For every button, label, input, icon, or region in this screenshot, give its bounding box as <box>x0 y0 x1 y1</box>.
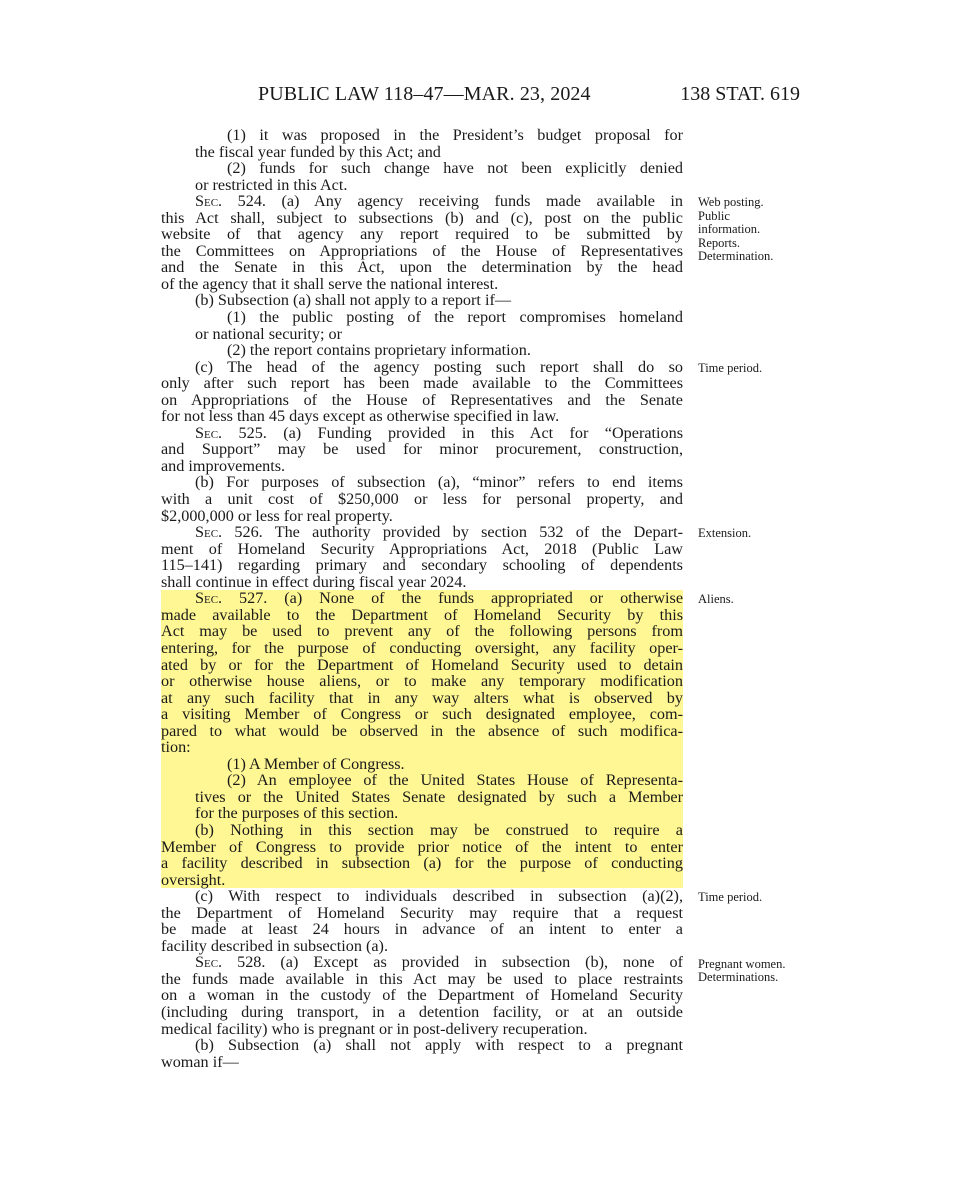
text-line <box>161 872 683 889</box>
line-text: ment of Homeland Security Appropriations Act, 2018 (Public Law <box>161 539 683 558</box>
text-line <box>161 987 683 1004</box>
line-text: woman if— <box>161 1052 239 1071</box>
text-line <box>161 491 683 508</box>
section-label: Sec. <box>195 192 223 211</box>
line-text: (2) the report contains proprietary information. <box>227 341 531 360</box>
line-text: (2) funds for such change have not been explicitly denied <box>227 159 683 178</box>
text-line <box>161 392 683 409</box>
margin-note <box>698 958 785 985</box>
text-line <box>161 326 683 343</box>
line-text: the funds made available in this Act may be used to place restraints <box>161 969 683 988</box>
section-label: Sec. <box>195 953 223 972</box>
line-text: the Department of Homeland Security may require that a request <box>161 903 683 922</box>
text-line <box>161 1037 683 1054</box>
line-text: with a unit cost of $250,000 or less for personal property, and <box>161 490 683 509</box>
text-line <box>161 640 683 657</box>
text-line <box>161 127 683 144</box>
line-text: 525. (a) Funding provided in this Act for “Operations <box>238 423 684 442</box>
text-line <box>161 342 683 359</box>
text-line <box>161 839 683 856</box>
line-text: on Appropriations of the House of Representatives and the Senate <box>161 390 683 409</box>
section-heading-line <box>161 425 683 442</box>
line-text: facility described in subsection (a). <box>161 936 388 955</box>
margin-note <box>698 891 762 905</box>
line-text: and the Senate in this Act, upon the determination by the head <box>161 258 683 277</box>
page-title: PUBLIC LAW 118–47—MAR. 23, 2024 <box>258 83 591 105</box>
text-line <box>161 772 683 789</box>
line-text: shall continue in effect during fiscal year 2024. <box>161 572 467 591</box>
text-line <box>161 888 683 905</box>
line-text: pared to what would be observed in the absence of such modifica- <box>161 721 683 740</box>
line-text: (b) For purposes of subsection (a), “minor” refers to end items <box>195 473 683 492</box>
margin-note-line: Determination. <box>698 249 774 264</box>
text-line <box>161 706 683 723</box>
text-line <box>161 177 683 194</box>
text-line <box>161 723 683 740</box>
line-text: $2,000,000 or less for real property. <box>161 506 393 525</box>
text-line <box>161 292 683 309</box>
text-line <box>161 226 683 243</box>
line-text: 528. (a) Except as provided in subsection (b), none of <box>237 953 683 972</box>
text-line <box>161 259 683 276</box>
margin-note-line: Public <box>698 208 730 223</box>
line-text: (b) Nothing in this section may be construed to require a <box>195 820 683 839</box>
text-line <box>161 160 683 177</box>
text-line <box>161 623 683 640</box>
line-text: for not less than 45 days except as otherwise specified in law. <box>161 407 560 426</box>
line-text: oversight. <box>161 870 226 889</box>
text-line <box>161 408 683 425</box>
text-line <box>161 243 683 260</box>
text-line <box>161 805 683 822</box>
section-heading-line <box>161 954 683 971</box>
section-heading-line <box>161 590 683 607</box>
text-line <box>161 441 683 458</box>
text-line <box>161 1004 683 1021</box>
text-line <box>161 607 683 624</box>
line-text: only after such report has been made available to the Committees <box>161 374 683 393</box>
text-line <box>161 1021 683 1038</box>
line-text: (2) An employee of the United States House of Representa- <box>227 771 683 790</box>
text-line <box>161 541 683 558</box>
line-text: 526. The authority provided by section 532 of the Depart- <box>234 523 684 542</box>
line-text: made available to the Department of Homeland Security by this <box>161 605 683 624</box>
line-text: (1) A Member of Congress. <box>227 754 405 773</box>
line-text: tion: <box>161 738 191 757</box>
line-text: or national security; or <box>195 324 342 343</box>
line-text: (c) With respect to individuals described in subsection (a)(2), <box>195 887 683 906</box>
line-text: Member of Congress to provide prior notice of the intent to enter <box>161 837 683 856</box>
line-text: and Support” may be used for minor procurement, construction, <box>161 440 683 459</box>
line-text: a facility described in subsection (a) for the purpose of conducting <box>161 854 683 873</box>
line-text: at any such facility that in any way alters what is observed by <box>161 688 683 707</box>
line-text: a visiting Member of Congress or such designated employee, com- <box>161 705 683 724</box>
margin-note <box>698 527 751 541</box>
text-line <box>161 309 683 326</box>
text-line <box>161 855 683 872</box>
text-line <box>161 276 683 293</box>
text-line <box>161 938 683 955</box>
text-line <box>161 756 683 773</box>
line-text: of the agency that it shall serve the national interest. <box>161 274 499 293</box>
text-line <box>161 739 683 756</box>
line-text: (b) Subsection (a) shall not apply with respect to a pregnant <box>195 1036 683 1055</box>
line-text: on a woman in the custody of the Department of Homeland Security <box>161 986 683 1005</box>
text-line <box>161 789 683 806</box>
line-text: or otherwise house aliens, or to make any temporary modification <box>161 672 683 691</box>
margin-note-line: Time period. <box>698 360 763 375</box>
line-text: the Committees on Appropriations of the House of Representatives <box>161 241 683 260</box>
line-text: (b) Subsection (a) shall not apply to a report if— <box>195 291 512 310</box>
text-line <box>161 458 683 475</box>
text-line <box>161 673 683 690</box>
text-line <box>161 822 683 839</box>
text-line <box>161 474 683 491</box>
section-heading-line <box>161 524 683 541</box>
line-text: (c) The head of the agency posting such report shall do so <box>195 357 683 376</box>
margin-note-line: Web posting. <box>698 195 764 210</box>
margin-note-line: Time period. <box>698 890 763 905</box>
text-line <box>161 359 683 376</box>
line-text: (1) it was proposed in the President’s budget proposal for <box>227 126 683 144</box>
line-text: medical facility) who is pregnant or in post-delivery recuperation. <box>161 1019 588 1038</box>
text-line <box>161 971 683 988</box>
line-text: be made at least 24 hours in advance of an intent to enter a <box>161 920 683 939</box>
text-line <box>161 144 683 161</box>
line-text: for the purposes of this section. <box>195 804 399 823</box>
text-line <box>161 1054 683 1071</box>
text-line <box>161 574 683 591</box>
line-text: website of that agency any report required to be submitted by <box>161 225 683 244</box>
text-line <box>161 657 683 674</box>
margin-note-line: information. <box>698 222 761 237</box>
stat-page-number: 138 STAT. 619 <box>680 83 800 105</box>
statute-body <box>161 127 683 1070</box>
line-text: and improvements. <box>161 456 286 475</box>
text-line <box>161 921 683 938</box>
margin-note-line: Extension. <box>698 526 752 541</box>
margin-note <box>698 593 734 607</box>
line-text: Act may be used to prevent any of the following persons from <box>161 622 683 641</box>
section-label: Sec. <box>195 589 223 608</box>
margin-note-line: Pregnant women. <box>698 956 786 971</box>
section-heading-line <box>161 193 683 210</box>
line-text: tives or the United States Senate designated by such a Member <box>195 787 683 806</box>
margin-note <box>698 196 773 264</box>
text-line <box>161 690 683 707</box>
text-line <box>161 557 683 574</box>
line-text: entering, for the purpose of conducting oversight, any facility oper- <box>161 638 683 657</box>
line-text: the fiscal year funded by this Act; and <box>195 142 441 161</box>
line-text: this Act shall, subject to subsections (b) and (c), post on the public <box>161 208 683 227</box>
text-line <box>161 905 683 922</box>
text-line <box>161 508 683 525</box>
margin-note-line: Determinations. <box>698 970 779 984</box>
line-text: 524. (a) Any agency receiving funds made available in <box>237 192 684 211</box>
line-text: (1) the public posting of the report compromises homeland <box>227 308 683 327</box>
section-label: Sec. <box>195 523 223 542</box>
margin-note-line: Reports. <box>698 235 741 250</box>
line-text: 115–141) regarding primary and secondary schooling of dependents <box>161 556 683 575</box>
line-text: 527. (a) None of the funds appropriated or otherwise <box>239 589 683 608</box>
margin-note-line: Aliens. <box>698 592 734 607</box>
line-text: or restricted in this Act. <box>195 175 348 194</box>
text-line <box>161 375 683 392</box>
text-line <box>161 210 683 227</box>
line-text: ated by or for the Department of Homeland Security used to detain <box>161 655 683 674</box>
section-label: Sec. <box>195 423 223 442</box>
margin-note <box>698 362 762 376</box>
line-text: (including during transport, in a detention facility, or at an outside <box>161 1002 683 1021</box>
